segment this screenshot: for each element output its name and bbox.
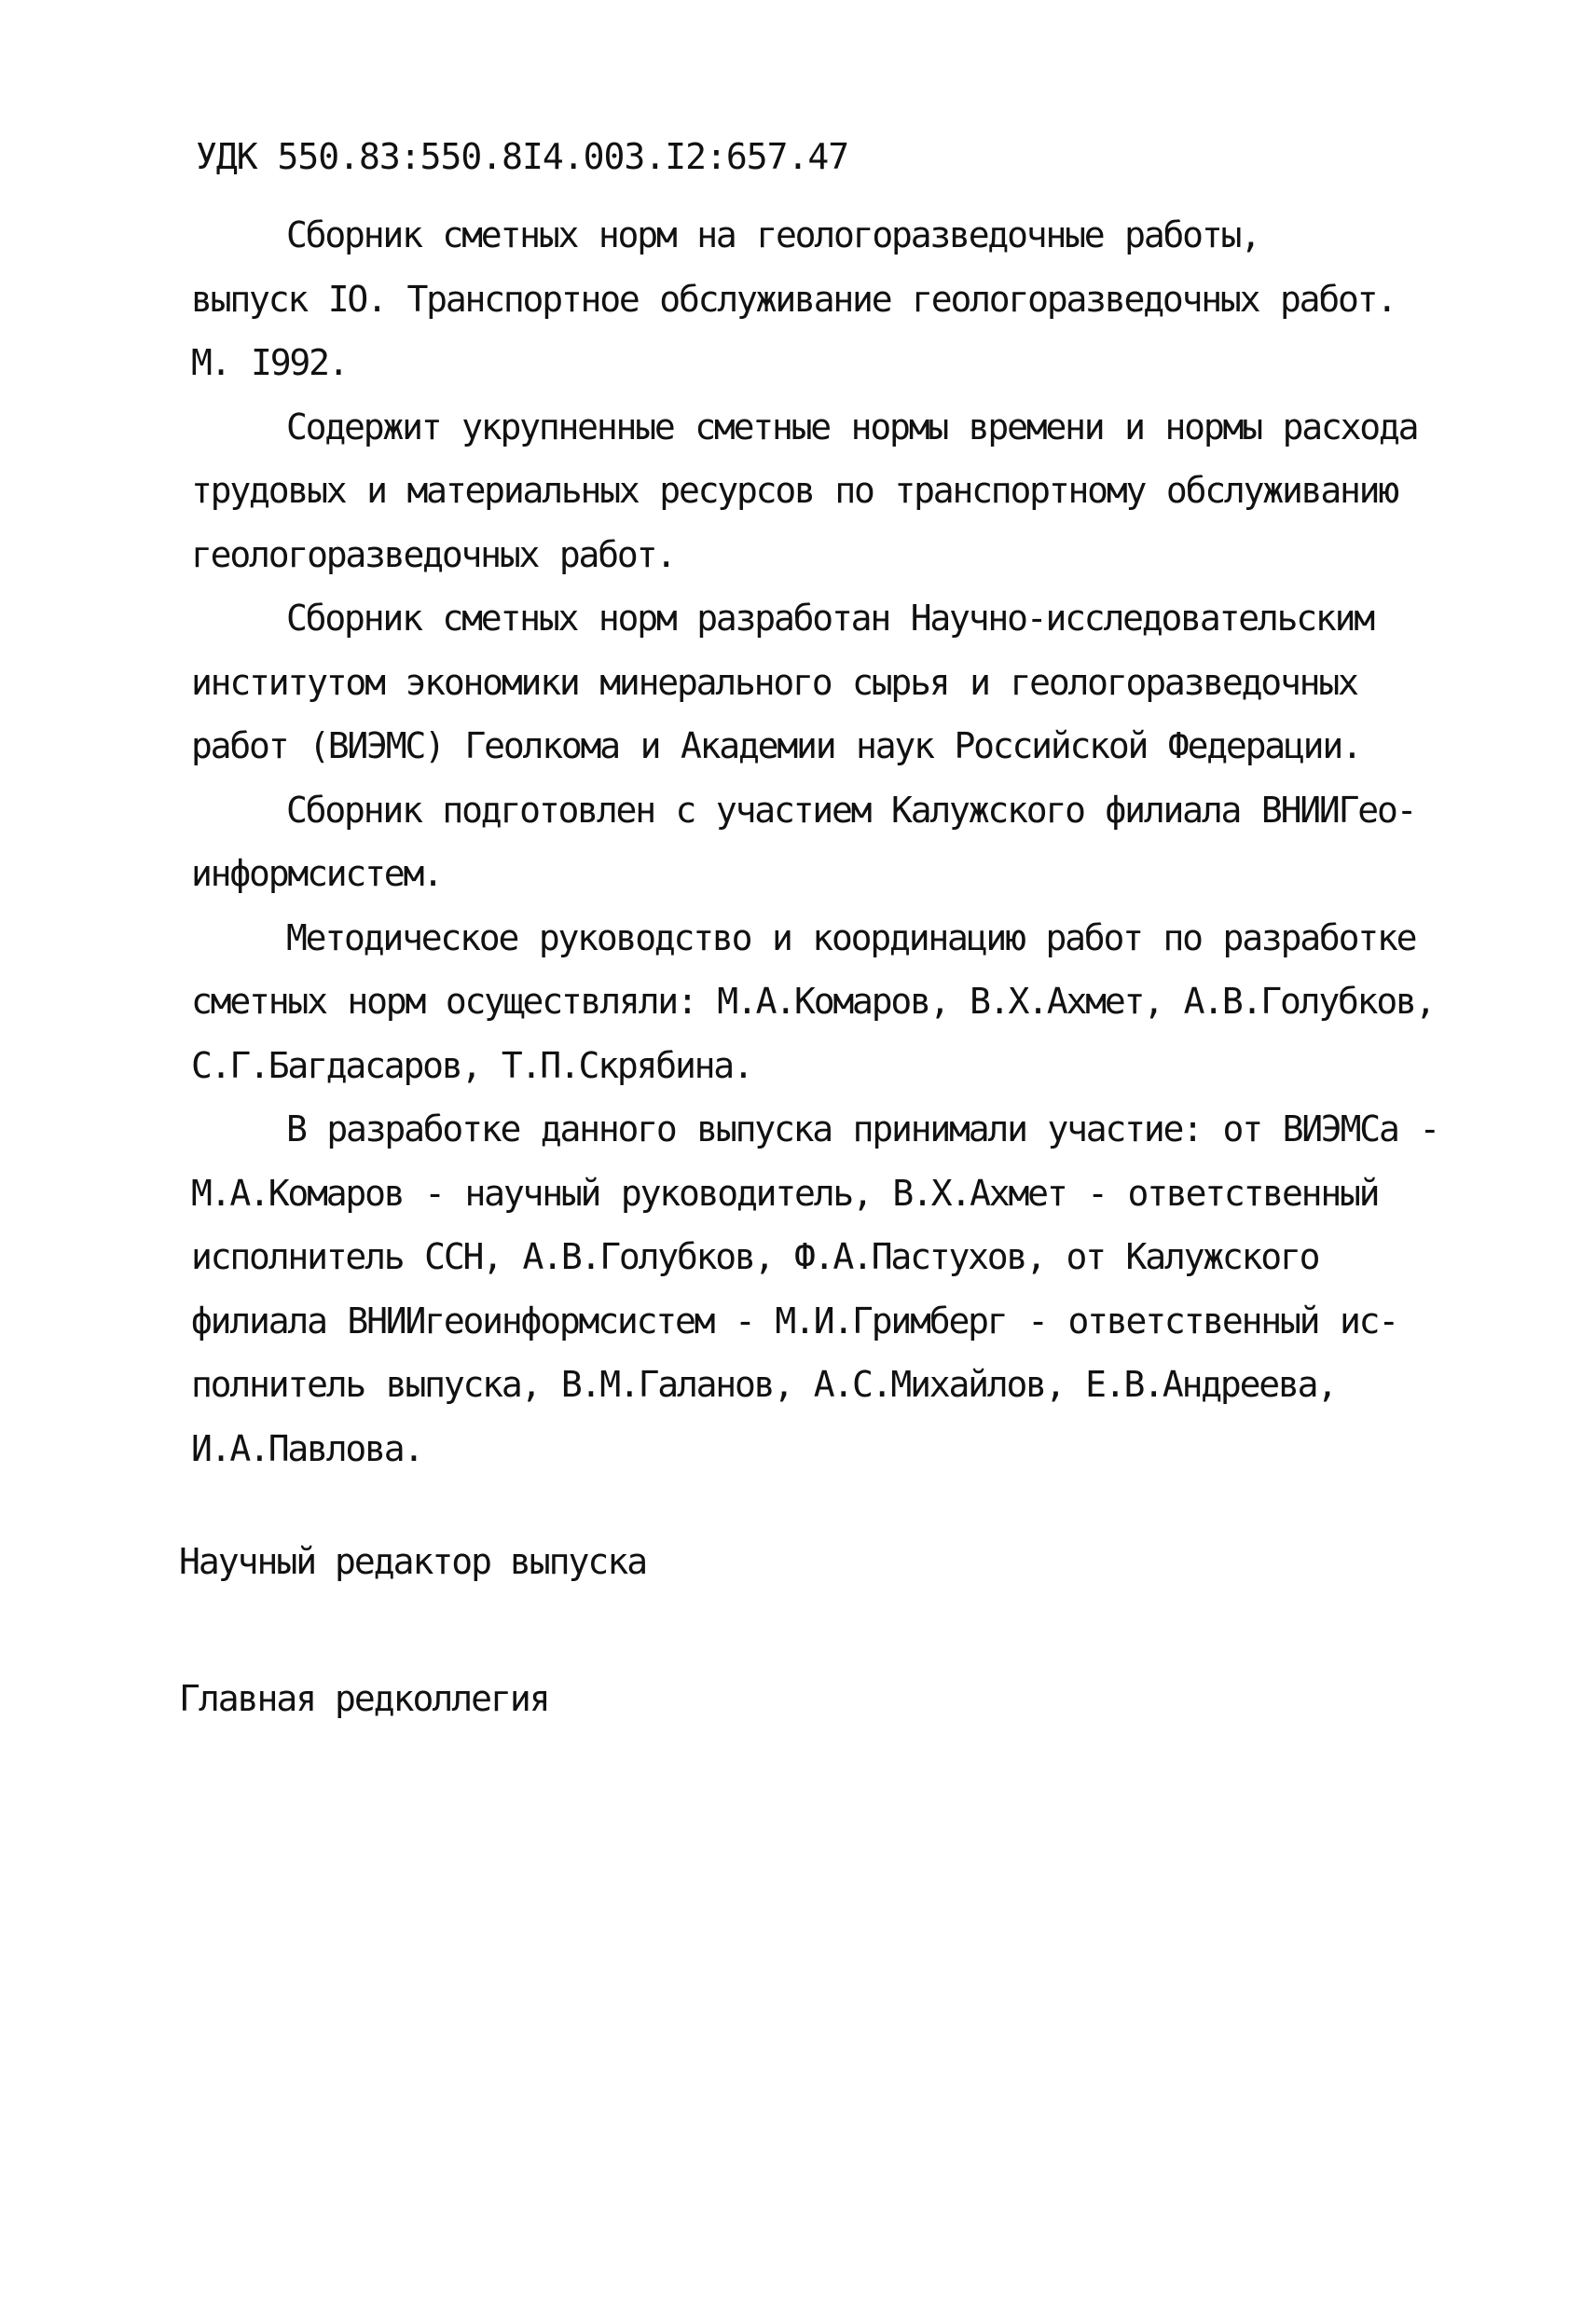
text-line: трудовых и материальных ресурсов по транспортному обслуживанию: [191, 470, 1398, 511]
text-line: работ (ВИЭМС) Геолкома и Академии наук Российской Федерации.: [191, 725, 1361, 766]
text-line: исполнитель ССН, А.В.Голубков, Ф.А.Пастухов, от Калужского: [191, 1236, 1319, 1277]
text-line: М. I992.: [191, 342, 348, 383]
text-line: Сборник сметных норм на геологоразведочные работы,: [286, 214, 1259, 255]
udk-code: УДК 550.83:550.8I4.003.I2:657.47: [196, 136, 849, 177]
text-line: И.А.Павлова.: [191, 1427, 423, 1469]
paragraph-coordination: [191, 906, 1440, 1098]
paragraph-developer: [191, 586, 1440, 778]
text-line: институтом экономики минерального сырья и геологоразведочных: [191, 661, 1357, 703]
text-line: С.Г.Багдасаров, Т.П.Скрябина.: [191, 1044, 752, 1086]
paragraph-contents: [191, 395, 1440, 587]
text-line: выпуск IO. Транспортное обслуживание геологоразведочных работ.: [191, 278, 1396, 320]
text-line: сметных норм осуществляли: М.А.Комаров, В.Х.Ахмет, А.В.Голубков,: [191, 981, 1435, 1022]
text-line: полнитель выпуска, В.М.Галанов, А.С.Михайлов, Е.В.Андреева,: [191, 1364, 1336, 1405]
text-line: Содержит укрупненные сметные нормы времени и нормы расхода: [286, 406, 1418, 447]
paragraph-participation: [191, 778, 1440, 906]
text-line: филиала ВНИИгеоинформсистем - М.И.Гримберг - ответственный ис-: [191, 1300, 1398, 1342]
paragraph-title: [191, 203, 1440, 395]
text-line: геологоразведочных работ.: [191, 533, 675, 575]
text-line: Методическое руководство и координацию работ по разработке: [286, 916, 1416, 958]
paragraph-authors: [191, 1097, 1440, 1480]
text-line: информсистем.: [191, 853, 442, 894]
text-line: Сборник сметных норм разработан Научно-исследовательским: [286, 598, 1373, 639]
text-line: В разработке данного выпуска принимали участие: от ВИЭМСа -: [286, 1108, 1438, 1149]
scientific-editor-label: Научный редактор выпуска: [179, 1541, 647, 1582]
text-line: Сборник подготовлен с участием Калужского филиала ВНИИГео-: [286, 789, 1416, 831]
abstract-text: [191, 203, 1440, 1480]
editorial-board-label: Главная редколлегия: [179, 1678, 549, 1719]
text-line: М.А.Комаров - научный руководитель, В.Х.Ахмет - ответственный: [191, 1172, 1379, 1214]
